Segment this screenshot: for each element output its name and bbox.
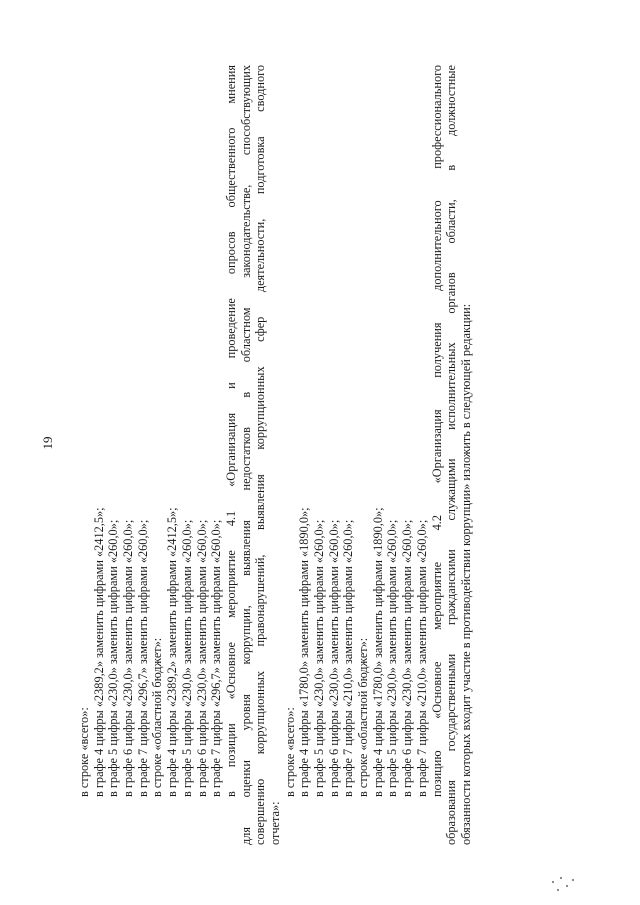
text-line: в графе 6 цифры «230,0» заменить цифрами «260,0»; [194,519,209,797]
text-line: в графе 4 цифры «2389,2» заменить цифрами «2412,5»; [165,507,180,797]
text-line: в графе 5 цифры «230,0» заменить цифрами «260,0»; [312,519,326,797]
text-line: в графе 6 цифры «230,0» заменить цифрами «260,0»; [121,519,136,797]
page-number: 19 [40,436,55,450]
text-line: в графе 6 цифры «230,0» заменить цифрами «260,0»; [326,519,341,797]
text-line: в строке «областной бюджет»: [150,637,165,797]
text-line: в графе 4 цифры «1780,0» заменить цифрами «1890,0»; [370,507,385,797]
text-line: в графе 7 цифры «210,0» заменить цифрами «260,0»; [341,519,356,797]
text-line: в строке «всего»: [282,707,297,797]
text-line: в графе 5 цифры «230,0» заменить цифрами «260,0»; [385,519,400,797]
text-line: отчета»: [267,801,282,845]
text-line: в графе 5 цифры «230,0» заменить цифрами «260,0»; [179,519,194,797]
text-line: в графе 4 цифры «2389,2» заменить цифрами «2412,5»; [91,507,106,797]
text-line: в графе 7 цифры «296,7» заменить цифрами «260,0»; [135,519,150,797]
text-line: в позиции «Основное мероприятие 4.1 «Организация и проведение опросов общественного мнения [223,65,238,797]
text-line: в графе 4 цифры «1780,0» заменить цифрами «1890,0»; [297,507,312,797]
text-line: обязанности которых входит участие в противодействии коррупции» изложить в следующей редакции: [458,303,473,845]
document-body [77,65,567,845]
text-line: в строке «всего»: [77,707,91,797]
scan-noise [548,875,578,895]
text-line: в графе 7 цифры «210,0» заменить цифрами «260,0»; [414,519,429,797]
text-line: в графе 7 цифры «296,7» заменить цифрами «260,0»; [209,519,224,797]
text-line: в графе 5 цифры «230,0» заменить цифрами «260,0»; [106,519,121,797]
text-line: в строке «областной бюджет»: [356,637,371,797]
text-line: позицию «Основное мероприятие 4.2 «Организация получения дополнительного профессионального [429,65,444,797]
text-line: образования государственными гражданскими служащими исполнительных органов области, в должностные [444,65,459,845]
text-line: для оценки уровня коррупции, выявления недостатков в областном законодательстве, способствующих [238,65,253,845]
text-line: совершению коррупционных правонарушений, выявления коррупционных сфер деятельности, подготовка сводного [253,65,268,845]
text-line: в графе 6 цифры «230,0» заменить цифрами «260,0»; [400,519,415,797]
